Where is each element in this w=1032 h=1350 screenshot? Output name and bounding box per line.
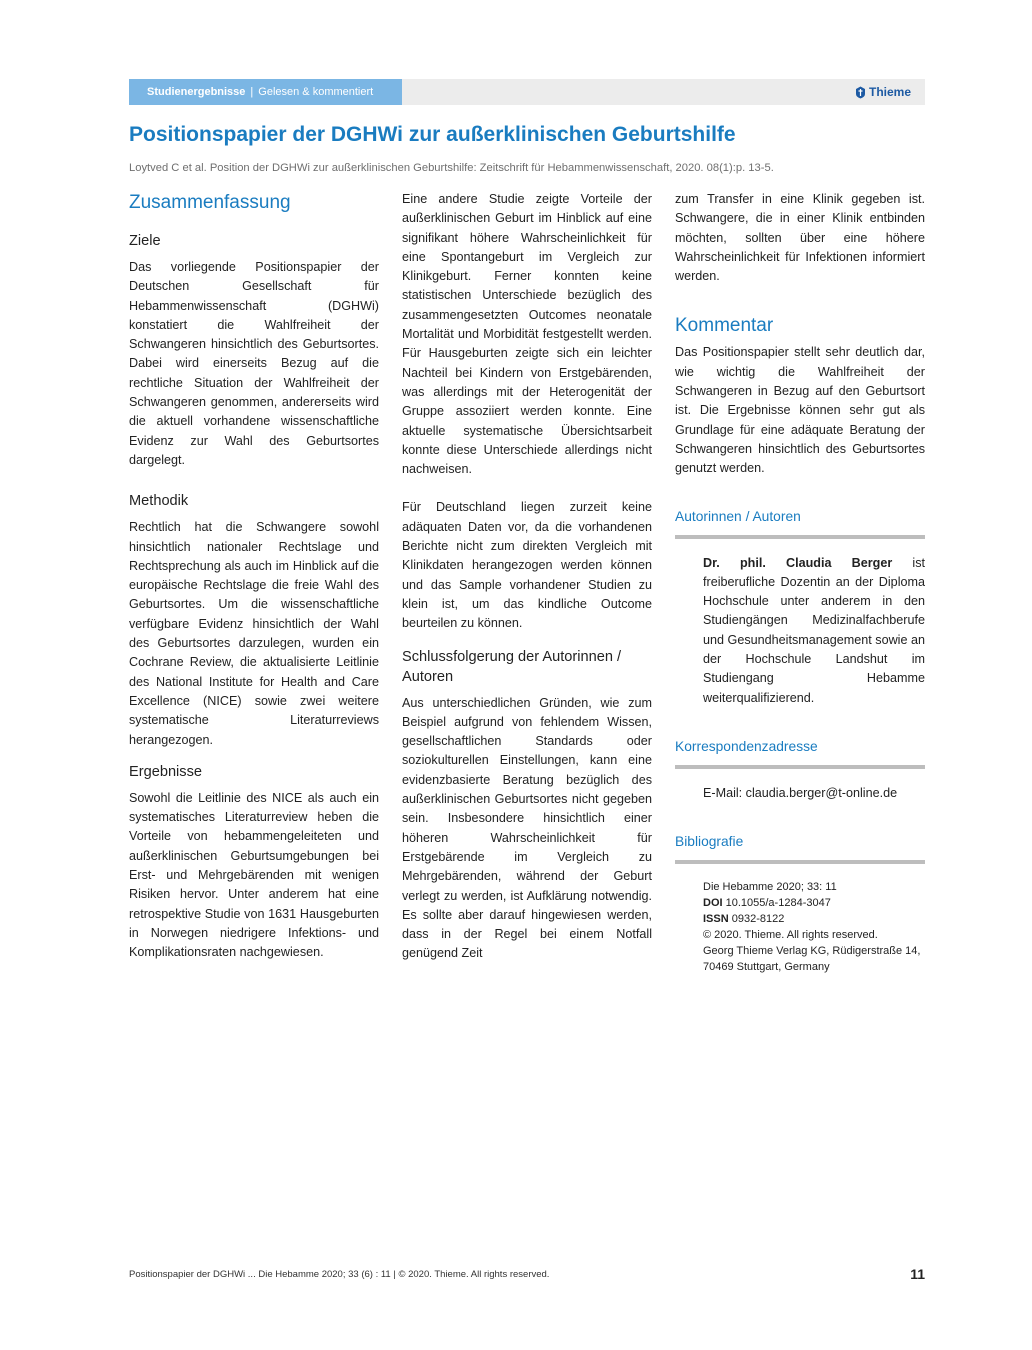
column-right xyxy=(675,190,925,975)
ergebnisse-text-continued: Eine andere Studie zeigte Vorteile der außerklinischen Geburt im Hinblick auf eine signifikant höhere Wahrscheinlichkeit für eine Spontangeburt im Vergleich zur Klinikgeburt. Ferner konnten keine statistischen Unterschiede bezüglich des zusammengesetzten Outcomes neonatale Mortalität und Morbidität festgestellt werden. Für Hausgeburten zeigte sich ein leichter Nachteil bei Kindern von Erstgebärenden, was allerdings mit der Heterogenität der Gruppe assoziiert werden konnte. Eine aktuelle systematische Übersichtsarbeit konnte diese Unterschiede allerdings nicht nachweisen. xyxy=(402,192,652,477)
publisher-logo xyxy=(855,79,911,105)
section-tag xyxy=(129,79,402,105)
authors-divider xyxy=(675,535,925,539)
comment-text: Das Positionspapier stellt sehr deutlich dar, wie wichtig die Wahlfreiheit der Schwangeren in Bezug auf den Geburtsort ist. Die Ergebnisse können sehr gut als Grundlage für eine adäquate Beratung der Schwangeren hinsichtlich des Geburtsortes genutzt werden. xyxy=(675,345,925,476)
thieme-logo-icon xyxy=(855,86,866,99)
page-number: 11 xyxy=(910,1266,925,1282)
author-bio-text: ist freiberufliche Dozentin an der Diploma Hochschule unter anderem in den Studiengängen Medizinalfachberufe und Gesundheitsmanagement sowie an der Hochschule Landshut im Studiengang Hebamme weiterqualifizierend. xyxy=(703,555,926,705)
comment-heading: Kommentar xyxy=(675,315,774,337)
author-name: Dr. phil. Claudia Berger xyxy=(703,555,893,570)
ergebnisse-heading: Ergebnisse xyxy=(129,763,203,780)
correspondence-email: E-Mail: claudia.berger@t-online.de xyxy=(703,785,898,800)
bibliography-block xyxy=(675,879,925,975)
footer-reference: Positionspapier der DGHWi ... Die Hebamme 2020; 33 (6) : 11 | © 2020. Thieme. All rights reserved. xyxy=(129,1269,550,1280)
author-bio xyxy=(675,554,925,708)
issn-label: ISSN xyxy=(703,913,729,926)
conclusion-text-continued: zum Transfer in eine Klinik gegeben ist. Schwangere, die in einer Klinik entbinden möchten, sollten über eine höhere Wahrscheinlichkeit für Infektionen informiert werden. xyxy=(675,192,925,284)
methodik-text: Rechtlich hat die Schwangere sowohl hinsichtlich nationaler Rechtslage und Rechtsprechung als auch im Hinblick auf die europäische Rechtslage die freie Wahl des Geburtsortes. Um die wissenschaftliche verfügbare Evidenz hinsichtlich der Wahl des Geburtsortes darzulegen, wurden ein Cochrane Review, die aktualisierte Leitlinie des National Institute for Health and Care Excellence (NICE) sowie zwei weitere systematische Literaturreviews herangezogen. xyxy=(129,520,379,747)
authors-heading: Autorinnen / Autoren xyxy=(675,508,801,524)
ziele-heading: Ziele xyxy=(129,233,161,249)
ergebnisse-text-germany: Für Deutschland liegen zurzeit keine adäquaten Daten vor, da die vorhandenen Berichte nicht zum direkten Vergleich mit Klinikdaten herangezogen werden können und das Sample vorhandener Studien zu klein ist, um das kindliche Outcome beurteilen zu können. xyxy=(402,500,652,631)
issn-value: 0932-8122 xyxy=(728,913,785,926)
bibliography-copyright: © 2020. Thieme. All rights reserved. xyxy=(703,929,878,942)
section-subcategory: Gelesen & kommentiert xyxy=(258,86,374,98)
bibliography-doi xyxy=(703,895,925,911)
methodik-heading: Methodik xyxy=(129,493,189,510)
section-separator: | xyxy=(250,86,254,98)
header-bar xyxy=(129,79,925,105)
correspondence-divider xyxy=(675,765,925,769)
article-title: Positionspapier der DGHWi zur außerklinischen Geburtshilfe xyxy=(129,123,736,146)
article-citation: Loytved C et al. Position der DGHWi zur außerklinischen Geburtshilfe: Zeitschrift für Hebammenwissenschaft, 2020. 08(1):p. 13-5. xyxy=(129,162,774,174)
bibliography-journal: Die Hebamme 2020; 33: 11 xyxy=(703,881,837,894)
bibliography-divider xyxy=(675,860,925,864)
bibliography-heading: Bibliografie xyxy=(675,834,744,850)
conclusion-heading: Schlussfolgerung der Autorinnen / Autoren xyxy=(402,648,622,685)
column-middle xyxy=(402,190,652,964)
ziele-text: Das vorliegende Positionspapier der Deutschen Gesellschaft für Hebammenwissenschaft (DGHWi) konstatiert die Wahlfreiheit der Schwangeren hinsichtlich des Geburtsortes. Dabei wird einerseits Bezug auf die rechtliche Situation der Wahlfreiheit der Schwangeren genommen, andererseits wird die aktuell vorhandene wissenschaftliche Evidenz zur Wahl des Geburtsortes dargelegt. xyxy=(129,260,379,467)
bibliography-issn xyxy=(703,911,925,927)
publisher-name: Thieme xyxy=(868,85,911,99)
column-left xyxy=(129,190,379,963)
doi-label: DOI xyxy=(703,897,723,910)
correspondence-heading: Korrespondenzadresse xyxy=(675,738,818,754)
bibliography-publisher-address: Georg Thieme Verlag KG, Rüdigerstraße 14, 70469 Stuttgart, Germany xyxy=(703,945,921,974)
section-category: Studienergebnisse xyxy=(147,86,246,98)
doi-value: 10.1055/a-1284-3047 xyxy=(722,897,831,910)
conclusion-text: Aus unterschiedlichen Gründen, wie zum Beispiel aufgrund von fehlendem Wissen, gesellschaftlichen Standards oder soziokulturellen Einstellungen, kann eine evidenzbasierte Beratung bezüglich des außerklinischen Geburtsortes nicht gegeben sein. Insbesondere hinsichtlich einer höheren Wahrscheinlichkeit für Erstgebärende im Vergleich zu Mehrgebärenden, während der Geburt verlegt zu werden, ist Aufklärung notwendig. Es sollte aber darauf hingewiesen werden, dass in der Regel bei einem Notfall genügend Zeit xyxy=(402,695,652,961)
summary-heading: Zusammenfassung xyxy=(129,192,291,213)
ergebnisse-text: Sowohl die Leitlinie des NICE als auch ein systematisches Literaturreview heben die Vorteile von hebammengeleiteten und außerklinischen Geburtsumgebungen bei Erst- und Mehrgebärenden mit wenigen Risiken hervor. Unter anderem hat eine retrospektive Studie von 1631 Hausgeburten in Norwegen niedrigere Infektions- und Komplikationsraten nachgewiesen. xyxy=(129,790,379,960)
